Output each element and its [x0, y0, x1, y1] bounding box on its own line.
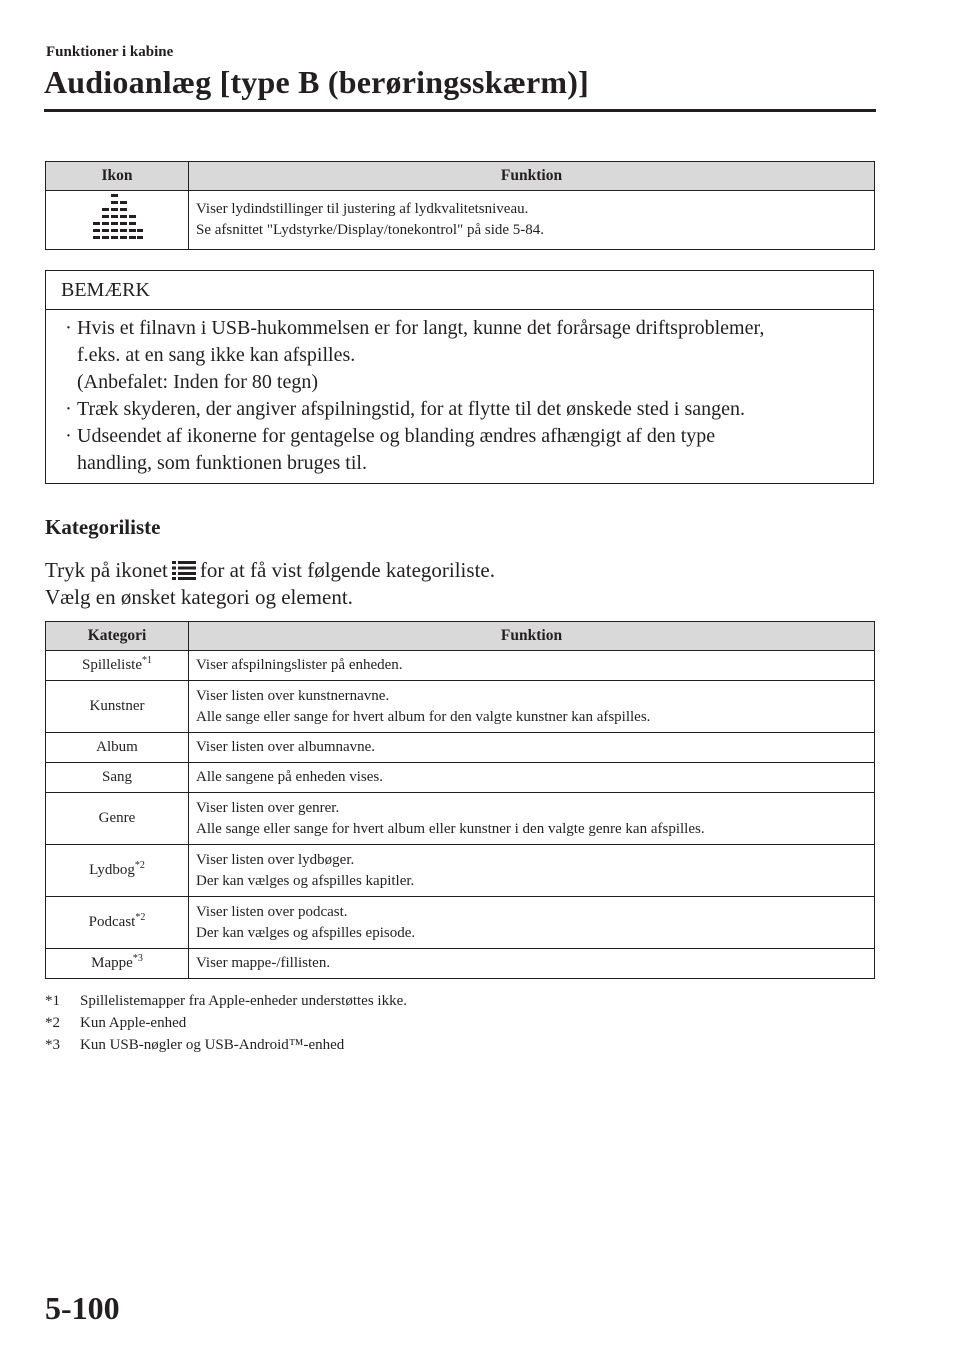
icon-cell	[46, 191, 189, 250]
footnote-mark: *2	[134, 860, 145, 871]
category-name: Podcast	[88, 914, 136, 930]
category-name: Mappe	[91, 955, 133, 971]
function-text: Viser listen over podcast.	[196, 903, 348, 920]
function-cell	[189, 949, 875, 979]
table-row	[46, 763, 875, 793]
function-text: Viser listen over kunstnernavne.	[196, 687, 390, 704]
table-row	[46, 949, 875, 979]
instruction-text: Vælg en ønsket kategori og element.	[45, 585, 353, 609]
note-line: Hvis et filnavn i USB-hukommelsen er for langt, kunne det forårsage driftsproblemer,	[77, 317, 765, 339]
footnote-text: Spillelistemapper fra Apple-enheder understøttes ikke.	[80, 993, 407, 1009]
table-row	[46, 191, 875, 250]
note-line: Træk skyderen, der angiver afspilningstid, for at flytte til det ønskede sted i sangen.	[77, 398, 746, 420]
function-text: Viser mappe-/fillisten.	[196, 955, 331, 971]
note-item	[60, 315, 861, 396]
note-line: f.eks. at en sang ikke kan afspilles.	[77, 344, 356, 366]
note-body	[46, 310, 873, 477]
function-text: Viser listen over lydbøger.	[196, 851, 355, 868]
function-cell	[189, 793, 875, 845]
footnote-text: Kun USB-nøgler og USB-Android™-enhed	[80, 1037, 345, 1053]
category-name: Album	[96, 739, 138, 755]
category-table-header	[46, 622, 875, 651]
footnote	[45, 1034, 407, 1056]
category-cell	[46, 651, 189, 681]
table-row	[46, 733, 875, 763]
category-cell	[46, 793, 189, 845]
note-item	[60, 396, 861, 423]
function-text: Viser afspilningslister på enheden.	[196, 657, 403, 673]
note-text	[77, 396, 745, 423]
footnote-mark: *3	[132, 953, 143, 964]
function-text: Alle sange eller sange for hvert album for den valgte kunstner kan afspilles.	[196, 708, 651, 725]
category-cell	[46, 681, 189, 733]
category-name: Lydbog	[89, 862, 135, 878]
footnote-mark: *2	[135, 912, 146, 923]
function-text: Alle sange eller sange for hvert album eller kunstner i den valgte genre kan afspilles.	[196, 820, 705, 837]
category-table	[45, 621, 875, 979]
instruction-part: Tryk på ikonet	[45, 558, 168, 582]
bullet: ·	[65, 317, 72, 339]
instruction-part: for at få vist følgende kategoriliste.	[199, 558, 495, 582]
column-header-icon: Ikon	[46, 162, 189, 191]
category-cell	[46, 845, 189, 897]
bullet: ·	[65, 398, 72, 420]
note-heading: BEMÆRK	[46, 271, 873, 310]
function-text: Se afsnittet "Lydstyrke/Display/tonekontrol" på side 5-84.	[196, 222, 545, 238]
function-text: Viser listen over albumnavne.	[196, 739, 376, 755]
equalizer-icon	[90, 194, 144, 240]
footnote	[45, 990, 407, 1012]
footnote-mark: *1	[45, 993, 60, 1009]
function-text: Der kan vælges og afspilles kapitler.	[196, 872, 415, 889]
function-text: Der kan vælges og afspilles episode.	[196, 924, 416, 941]
section-label: Funktioner i kabine	[46, 44, 174, 60]
function-cell	[189, 845, 875, 897]
function-cell	[189, 651, 875, 681]
footnotes	[45, 990, 407, 1056]
table-row	[46, 651, 875, 681]
bullet: ·	[65, 425, 72, 447]
note-line: (Anbefalet: Inden for 80 tegn)	[77, 371, 319, 393]
icon-table	[45, 161, 875, 250]
footnote-text: Kun Apple-enhed	[80, 1015, 187, 1031]
column-header-function: Funktion	[189, 162, 875, 191]
category-name: Spilleliste	[82, 657, 142, 673]
page-number: 5-100	[45, 1290, 120, 1326]
note-box	[45, 270, 874, 484]
table-row	[46, 897, 875, 949]
function-cell	[189, 763, 875, 793]
note-item	[60, 423, 861, 477]
category-cell	[46, 949, 189, 979]
function-cell	[189, 733, 875, 763]
category-name: Genre	[98, 810, 136, 826]
page-title: Audioanlæg [type B (berøringsskærm)]	[44, 64, 589, 100]
footnote-mark: *2	[45, 1015, 60, 1031]
table-row	[46, 793, 875, 845]
section-heading: Kategoriliste	[45, 515, 161, 539]
instruction-text	[45, 558, 495, 586]
function-cell	[189, 191, 875, 250]
function-text: Viser listen over genrer.	[196, 799, 340, 816]
category-name: Sang	[102, 769, 132, 785]
table-row	[46, 845, 875, 897]
function-cell	[189, 681, 875, 733]
footnote-mark: *1	[142, 655, 152, 666]
table-row	[46, 681, 875, 733]
function-text: Viser lydindstillinger til justering af lydkvalitetsniveau.	[196, 201, 529, 217]
function-cell	[189, 897, 875, 949]
category-cell	[46, 763, 189, 793]
icon-table-header	[46, 162, 875, 191]
category-name: Kunstner	[89, 698, 145, 714]
function-text: Alle sangene på enheden vises.	[196, 769, 384, 785]
list-icon	[172, 560, 196, 586]
footnote	[45, 1012, 407, 1034]
category-cell	[46, 897, 189, 949]
footnote-mark: *3	[45, 1037, 60, 1053]
note-text	[77, 423, 715, 477]
column-header-category: Kategori	[46, 622, 189, 651]
category-cell	[46, 733, 189, 763]
note-line: handling, som funktionen bruges til.	[77, 452, 367, 474]
column-header-function: Funktion	[189, 622, 875, 651]
note-line: Udseendet af ikonerne for gentagelse og blanding ændres afhængigt af den type	[77, 425, 716, 447]
note-text	[77, 315, 764, 396]
title-divider	[44, 109, 876, 112]
